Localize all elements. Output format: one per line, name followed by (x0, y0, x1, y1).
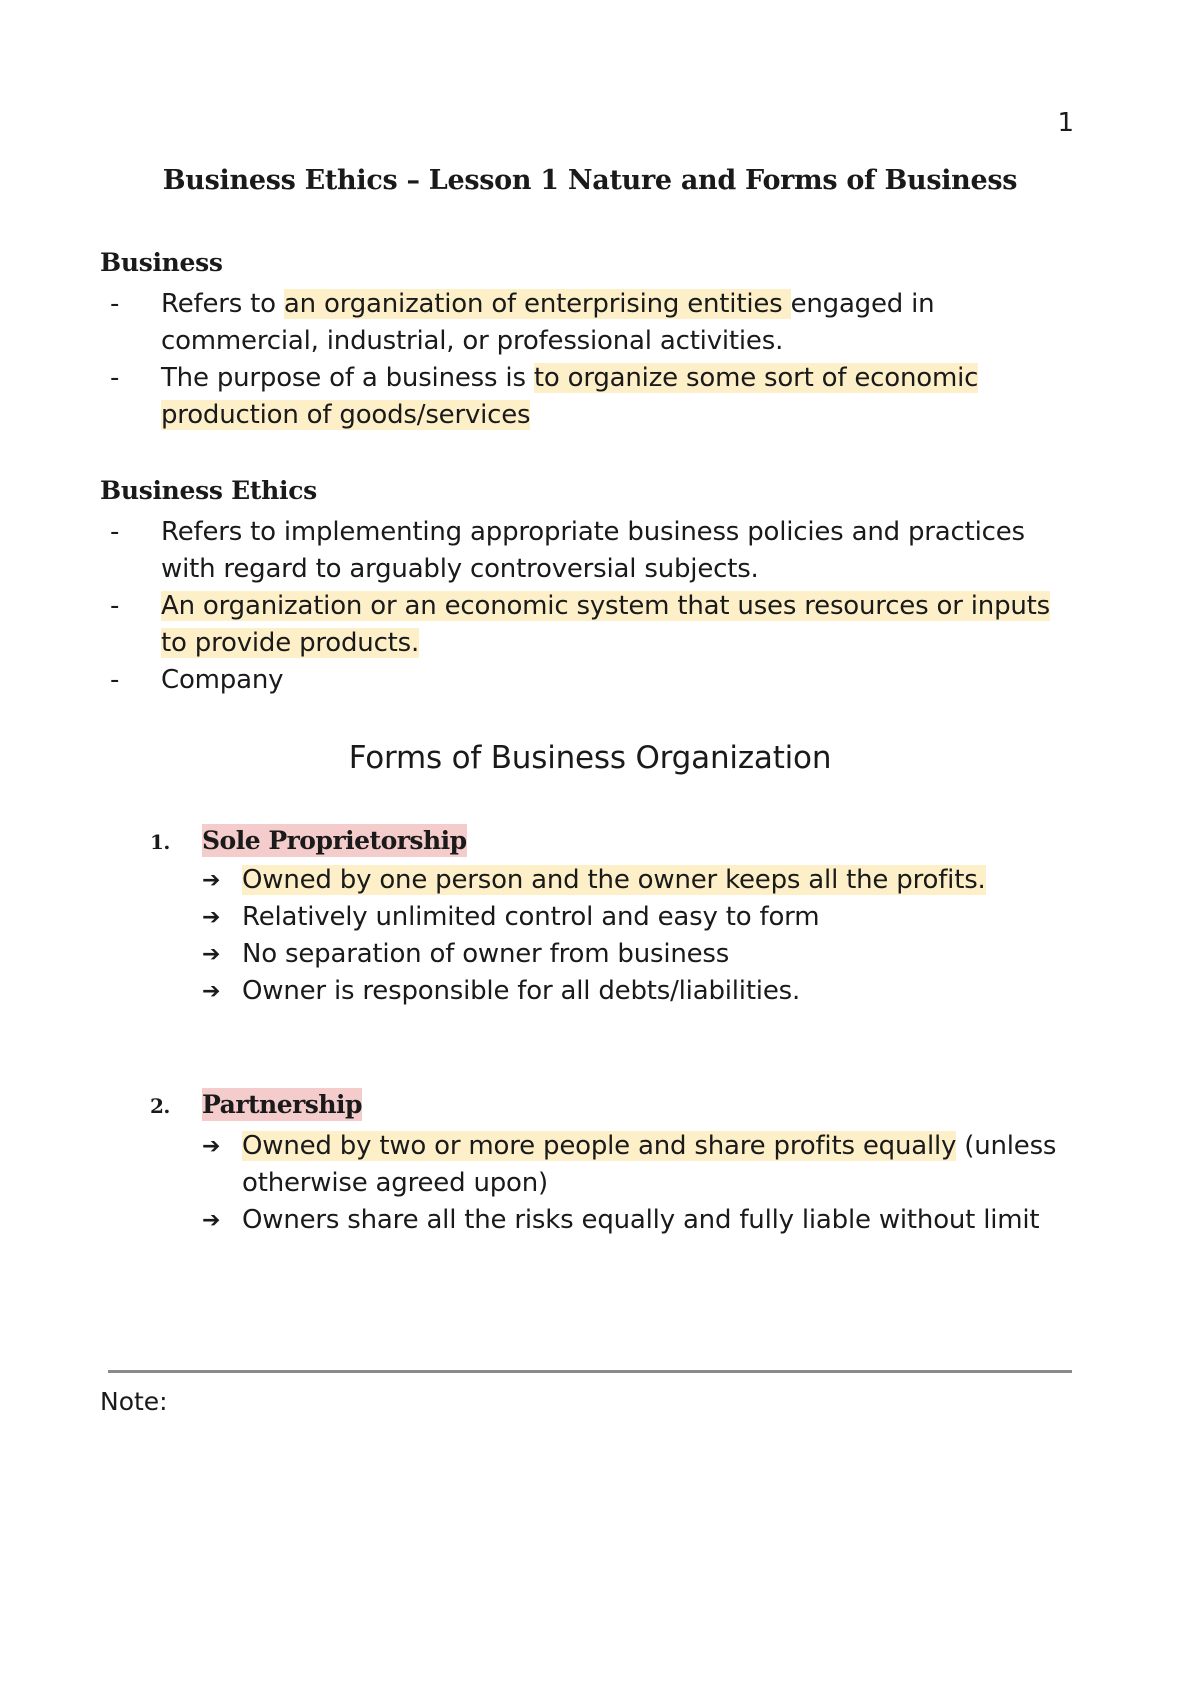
list-item (202, 936, 1082, 973)
highlighted-text: Owned by two or more people and share profits equally (242, 1131, 957, 1161)
business-ethics-definition-list (100, 514, 1080, 699)
arrow-right-icon: ➔ (202, 868, 221, 893)
item-text: engaged in commercial, industrial, or professional activities. (161, 289, 935, 356)
partnership-list (202, 1128, 1082, 1239)
forms-heading: Forms of Business Organization (348, 740, 832, 776)
arrow-right-icon: ➔ (202, 905, 221, 930)
business-ethics-heading: Business Ethics (100, 476, 317, 505)
list-item (100, 514, 1080, 588)
item-text: Owners share all the risks equally and fully liable without limit (242, 1205, 1040, 1235)
item-text: (unless otherwise agreed upon) (242, 1131, 1057, 1198)
item-text: The purpose of a business is (161, 363, 534, 393)
list-item (100, 662, 1080, 699)
dash-bullet: - (110, 289, 120, 319)
arrow-right-icon: ➔ (202, 979, 221, 1004)
list-item (100, 286, 1080, 360)
item-text: Relatively unlimited control and easy to form (242, 902, 820, 932)
divider-line (108, 1370, 1072, 1373)
list-item (202, 1202, 1082, 1239)
arrow-right-icon: ➔ (202, 942, 221, 967)
note-label: Note: (100, 1387, 168, 1416)
form-heading-sole-proprietorship (150, 826, 467, 855)
page-number: 1 (1057, 108, 1074, 138)
highlighted-text: to organize some sort of economic production of goods/services (161, 363, 979, 430)
document-title: Business Ethics – Lesson 1 Nature and Forms of Business (162, 165, 1018, 196)
list-item (202, 1128, 1082, 1202)
list-item (100, 360, 1080, 434)
highlighted-text: an organization of enterprising entities (283, 289, 791, 319)
item-text: No separation of owner from business (242, 939, 730, 969)
dash-bullet: - (110, 665, 120, 695)
list-item (202, 862, 1082, 899)
dash-bullet: - (110, 591, 120, 621)
sole-proprietorship-list (202, 862, 1082, 1010)
list-number: 1. (150, 830, 170, 854)
business-definition-list (100, 286, 1080, 434)
list-item (202, 973, 1082, 1010)
item-text: Refers to implementing appropriate business policies and practices with regard to arguably controversial subjects. (161, 517, 1025, 584)
list-number: 2. (150, 1094, 170, 1118)
arrow-right-icon: ➔ (202, 1134, 221, 1159)
item-text: Owner is responsible for all debts/liabilities. (242, 976, 801, 1006)
highlighted-text: Owned by one person and the owner keeps all the profits. (242, 865, 986, 895)
form-label: Partnership (202, 1090, 363, 1119)
dash-bullet: - (110, 517, 120, 547)
highlighted-text: An organization or an economic system that uses resources or inputs to provide products. (161, 591, 1050, 658)
item-text: Company (161, 665, 284, 695)
business-heading: Business (100, 248, 223, 277)
list-item (100, 588, 1080, 662)
dash-bullet: - (110, 363, 120, 393)
arrow-right-icon: ➔ (202, 1208, 221, 1233)
list-item (202, 899, 1082, 936)
item-text: Refers to (161, 289, 284, 319)
form-label: Sole Proprietorship (202, 826, 467, 855)
form-heading-partnership (150, 1090, 362, 1119)
